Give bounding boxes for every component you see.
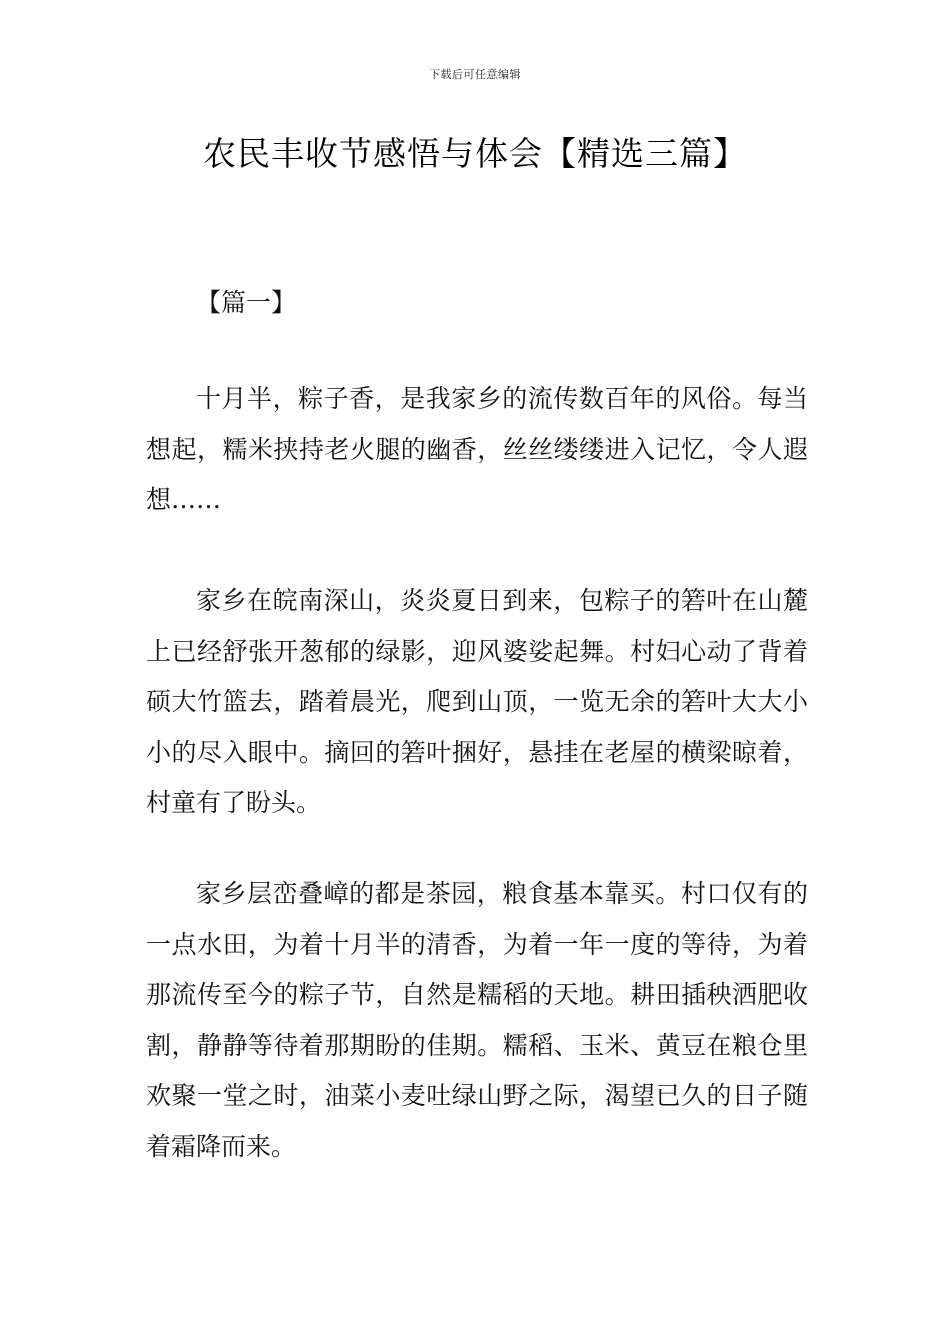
document-title: 农民丰收节感悟与体会【精选三篇】 [203, 134, 747, 173]
paragraph-3: 家乡层峦叠嶂的都是茶园，粮食基本靠买。村口仅有的一点水田，为着十月半的清香，为着一年一度的等待，为着那流传至今的粽子节，自然是糯稻的天地。耕田插秧洒肥收割，静静等待着那期盼的佳期。糯稻、玉米、黄豆在粮仓里欢聚一堂之时，油菜小麦吐绿山野之际，渴望已久的日子随着霜降而来。 [146, 879, 808, 1161]
paragraph-2: 家乡在皖南深山，炎炎夏日到来，包粽子的箬叶在山麓上已经舒张开葱郁的绿影，迎风婆娑起舞。村妇心动了背着硕大竹篮去，踏着晨光，爬到山顶，一览无余的箬叶大大小小的尽入眼中。摘回的箬叶捆好，悬挂在老屋的横梁晾着，村童有了盼头。 [146, 586, 808, 817]
paragraph-1: 十月半，粽子香，是我家乡的流传数百年的风俗。每当想起，糯米挟持老火腿的幽香，丝丝缕缕进入记忆，令人遐想…… [146, 384, 808, 514]
header-note: 下载后可任意编辑 [429, 68, 521, 81]
section-heading: 【篇一】 [196, 288, 297, 317]
